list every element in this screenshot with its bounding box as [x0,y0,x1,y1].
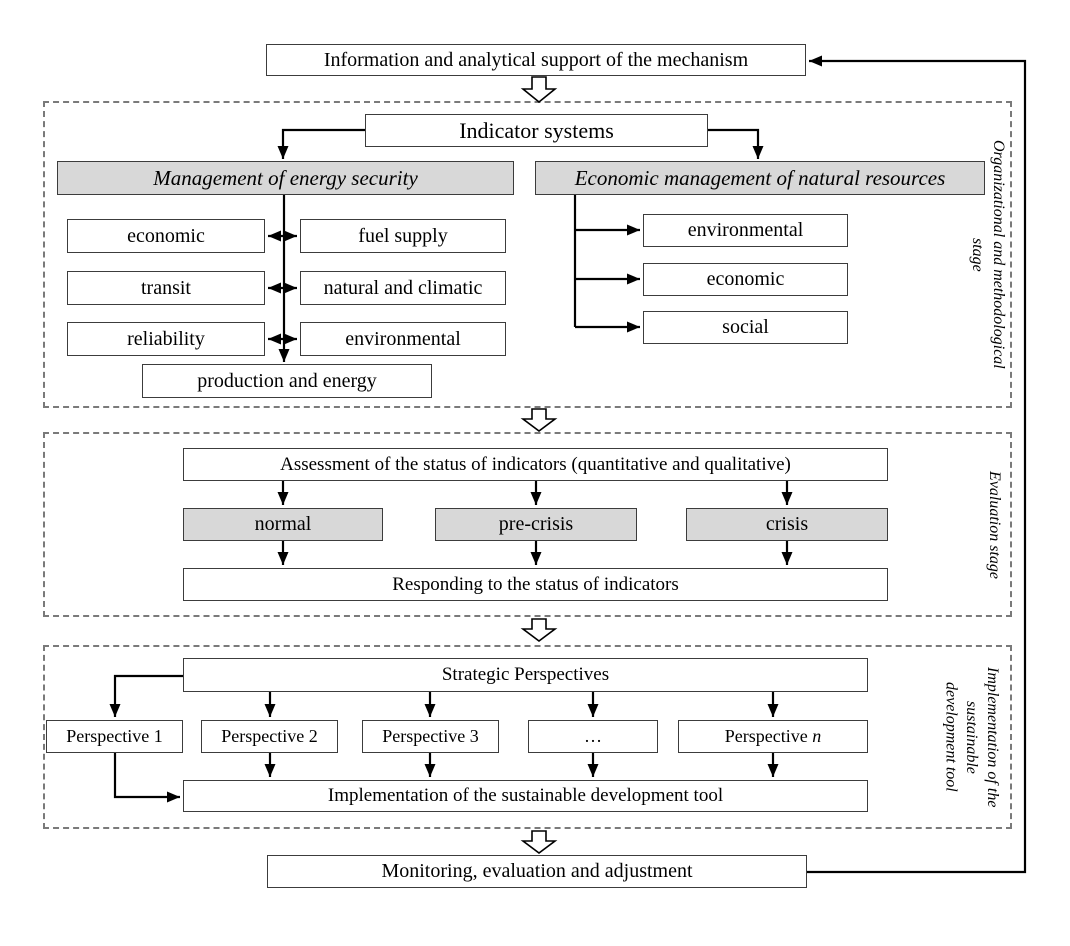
stage1-side-label-line2: stage [969,237,987,272]
stage1-side-label-line1: Organizational and methodological [990,140,1007,369]
natural-item-economic: economic [643,263,848,296]
status-normal-box: normal [183,508,383,541]
stage3-side-label-line2: sustainable [963,700,981,774]
stage2-side-label [983,434,1004,615]
stage1-side-label [966,103,1008,406]
perspective-n-prefix: Perspective [724,726,808,747]
stage3-side-label-line3: development tool [942,682,960,792]
energy-item-environmental: environmental [300,322,506,356]
energy-item-production-energy: production and energy [142,364,432,398]
natural-item-social: social [643,311,848,344]
monitoring-box: Monitoring, evaluation and adjustment [267,855,807,888]
info-support-box: Information and analytical support of the mechanism [266,44,806,76]
perspective-n-box [678,720,868,753]
energy-item-economic: economic [67,219,265,253]
assessment-box: Assessment of the status of indicators (quantitative and qualitative) [183,448,888,481]
energy-item-reliability: reliability [67,322,265,356]
energy-item-transit: transit [67,271,265,305]
natural-resources-header: Economic management of natural resources [535,161,985,195]
energy-item-natural-climatic: natural and climatic [300,271,506,305]
perspective-3-box: Perspective 3 [362,720,499,753]
stage1-organizational-box [43,101,1012,408]
perspective-n-variable: n [812,726,822,747]
indicator-systems-box: Indicator systems [365,114,708,147]
strategic-perspectives-box: Strategic Perspectives [183,658,868,692]
perspective-1-box: Perspective 1 [46,720,183,753]
energy-item-fuel-supply: fuel supply [300,219,506,253]
energy-security-header: Management of energy security [57,161,514,195]
stage3-side-label-line1: Implementation of the [984,666,1001,808]
stage3-side-label [940,647,1002,827]
perspective-ellipsis-box: … [528,720,658,753]
stage2-side-label-line1: Evaluation stage [986,470,1003,579]
implementation-tool-box: Implementation of the sustainable development tool [183,780,868,812]
responding-box: Responding to the status of indicators [183,568,888,601]
status-pre-crisis-box: pre-crisis [435,508,637,541]
natural-item-environmental: environmental [643,214,848,247]
status-crisis-box: crisis [686,508,888,541]
perspective-2-box: Perspective 2 [201,720,338,753]
